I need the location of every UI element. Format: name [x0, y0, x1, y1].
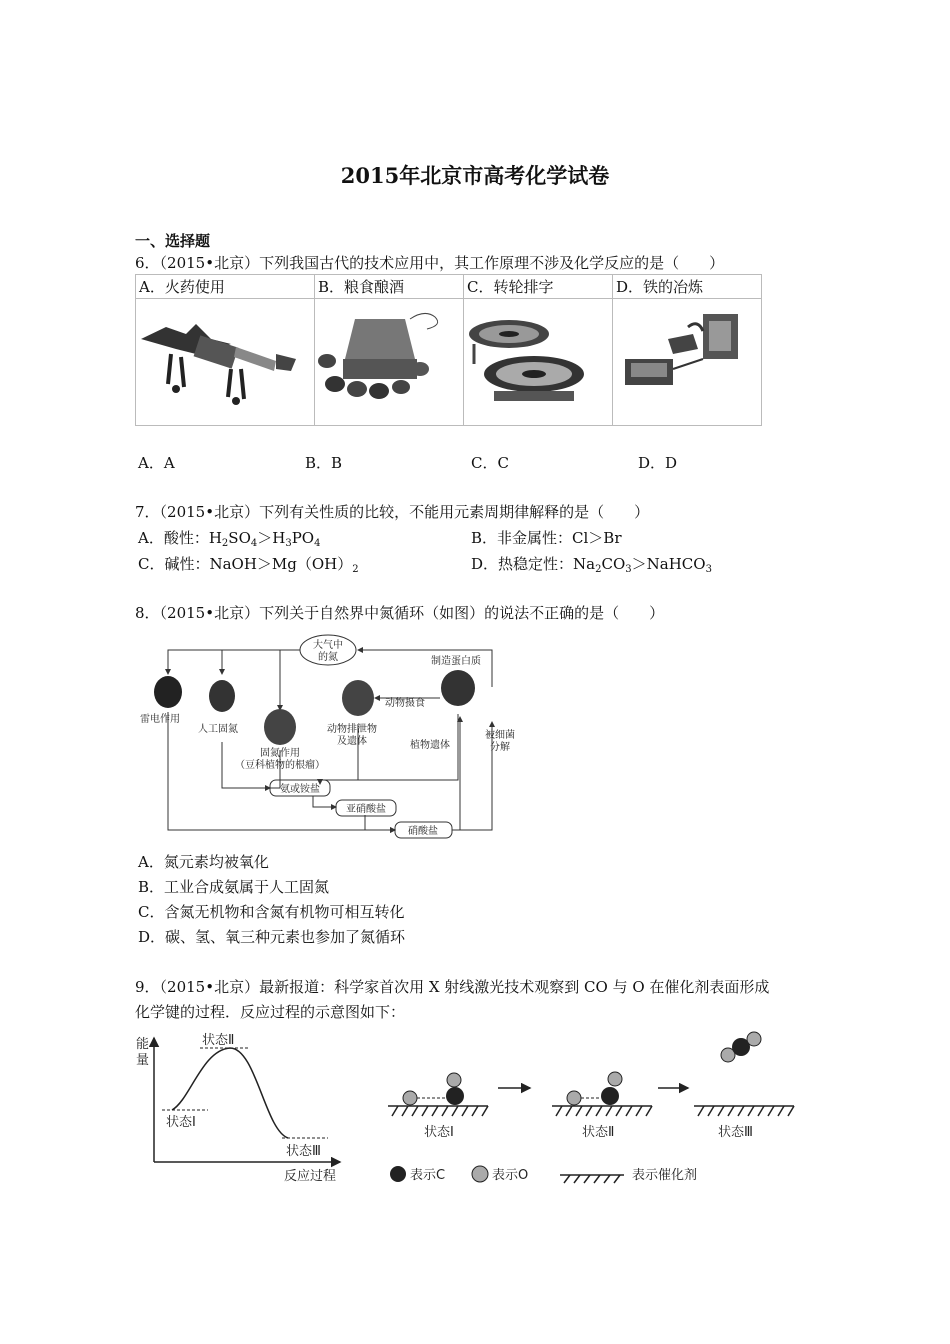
q7-option-b: B．非金属性：Cl＞Br [471, 529, 622, 547]
q6-answer-a: A．A [138, 454, 175, 472]
gunpowder-illustration [136, 299, 315, 426]
animal-eating-label: 动物摄食 [385, 698, 425, 709]
q6-answer-c: C．C [471, 454, 509, 472]
q9-stem-line-1: 9．（2015•北京）最新报道：科学家首次用 X 射线激光技术观察到 CO 与 O 在催化剂表面形成 [135, 978, 770, 996]
page-title: 2015年北京市高考化学试卷 [340, 163, 610, 188]
atm-label-2: 的氮 [318, 652, 338, 663]
q9-stem-line-2: 化学键的过程．反应过程的示意图如下： [135, 1003, 406, 1021]
q7-stem: 7．（2015•北京）下列有关性质的比较，不能用元素周期律解释的是（ ） [135, 503, 650, 521]
plant-remains-label: 植物遗体 [410, 740, 450, 751]
protein-label: 制造蛋白质 [431, 656, 481, 667]
energy-axis-label-1: 能 [136, 1037, 150, 1052]
lightning-label: 雷电作用 [140, 714, 180, 725]
q8-option-d: D．碳、氢、氧三种元素也参加了氮循环 [138, 928, 406, 946]
legume-label: （豆科植物的根瘤） [235, 760, 325, 771]
q6-header-c: C．转轮排字 [464, 275, 613, 299]
legend-carbon-label: 表示C [410, 1168, 446, 1183]
ammonia-box-label: 氨或铵盐 [280, 784, 320, 795]
nitrogen-cycle-diagram [130, 632, 515, 842]
energy-axis-label-2: 量 [136, 1053, 150, 1068]
q6-header-d: D．铁的冶炼 [613, 275, 762, 299]
q6-options-table [135, 274, 762, 426]
movable-type-illustration [464, 299, 613, 426]
q6-answer-d: D．D [638, 454, 678, 472]
decomposition-label-2: 分解 [490, 742, 510, 753]
nitrate-box-label: 硝酸盐 [408, 826, 438, 837]
q6-header-a: A．火药使用 [136, 275, 315, 299]
animal-waste-label: 动物排泄物 [327, 724, 377, 735]
state-3-label: 状态Ⅲ [718, 1125, 753, 1140]
state-3-label-chart: 状态Ⅲ [286, 1144, 321, 1159]
q6-header-b: B．粮食酿酒 [315, 275, 464, 299]
q6-stem: 6．（2015•北京）下列我国古代的技术应用中，其工作原理不涉及化学反应的是（ ） [135, 254, 725, 272]
legend-catalyst-label: 表示催化剂 [632, 1168, 698, 1183]
section-heading: 一、选择题 [135, 232, 211, 250]
decomposition-label-1: 被细菌 [485, 730, 515, 741]
state-1-label-chart: 状态Ⅰ [166, 1115, 196, 1130]
state-2-label: 状态Ⅱ [582, 1125, 615, 1140]
iron-smelting-illustration [613, 299, 762, 426]
q8-option-c: C．含氮无机物和含氮有机物可相互转化 [138, 903, 405, 921]
brewing-illustration [315, 299, 464, 426]
reaction-process-label: 反应过程 [284, 1169, 337, 1184]
atm-label-1: 大气中 [313, 640, 343, 651]
surface-reaction-diagram [380, 1030, 810, 1190]
artificial-fixation-label: 人工固氮 [198, 724, 238, 735]
q8-stem: 8．（2015•北京）下列关于自然界中氮循环（如图）的说法不正确的是（ ） [135, 604, 665, 622]
q8-option-b: B．工业合成氨属于人工固氮 [138, 878, 330, 896]
bio-fixation-label: 固氮作用 [260, 748, 300, 759]
animal-remains-label: 及遗体 [337, 736, 367, 747]
q7-option-a: A．酸性：$H_2SO_4>H_3PO_4$ [138, 529, 321, 549]
nitrite-box-label: 亚硝酸盐 [346, 804, 386, 815]
q8-option-a: A．氮元素均被氧化 [138, 853, 269, 871]
q7-option-d: D．热稳定性：$Na_2CO_3>NaHCO_3$ [471, 555, 712, 575]
state-2-label-chart: 状态Ⅱ [202, 1033, 235, 1048]
legend-oxygen-label: 表示O [492, 1168, 529, 1183]
q7-option-c: C．碱性：$NaOH>Mg(OH)_2$ [138, 555, 359, 575]
q6-answer-b: B．B [305, 454, 343, 472]
state-1-label: 状态Ⅰ [424, 1125, 454, 1140]
energy-profile-diagram [130, 1030, 370, 1190]
